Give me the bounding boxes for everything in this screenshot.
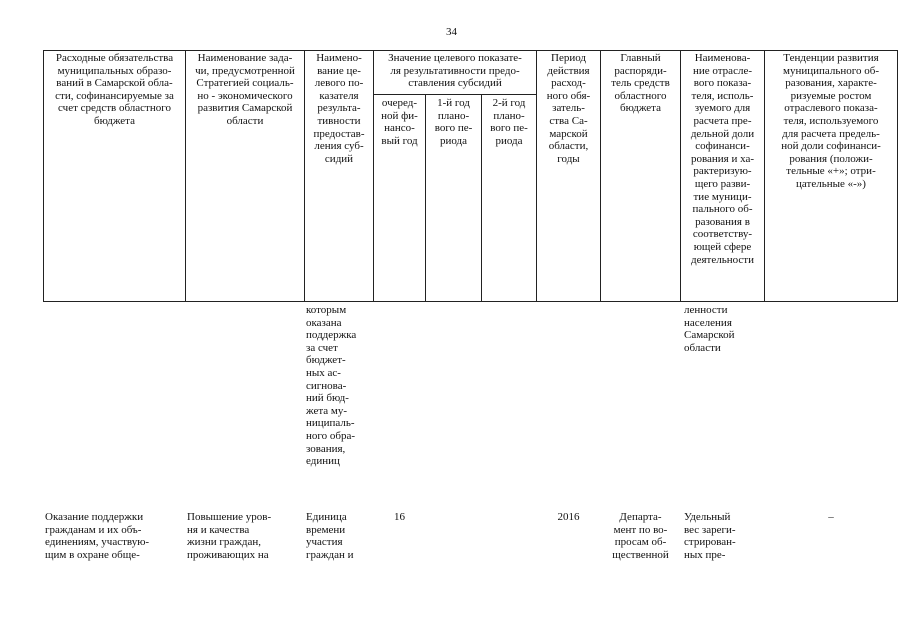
table-left-border [43, 50, 44, 302]
row-expenditure-obligation: Оказание поддержки гражданам и их объ- единениям, участвую- щим в охране обще- [45, 511, 150, 561]
continuation-sector-indicator-text: ленности населения Самарской области [684, 304, 735, 354]
row-trend-value: – [828, 511, 834, 523]
header-target-indicator-name: Наимено- вание це- левого по- казателя результа- тивности предостав- ления суб- сидий [313, 52, 365, 165]
header-target-indicator-values: Значение целевого показате- ля результативности предо- ставления субсидий [388, 52, 522, 90]
subheader-divider [373, 94, 536, 95]
header-main-budget-manager: Главный распоряди- тель средств областного бюджета [611, 52, 670, 115]
row-next-year-value: 16 [394, 511, 405, 523]
header-development-trends: Тенденции развития муниципального об- разования, характе- ризуемые ростом отраслевого показа- теля, используемого для расчета предель- ной доли софинанси- рования (положи- тельные «+»; отри- цательные «-») [781, 52, 881, 190]
header-task-name: Наименование зада- чи, предусмотренной Стратегией социаль- но - экономического развития Самарской области [195, 52, 295, 127]
table-top-border [43, 50, 898, 51]
subheader-second-planning-year: 2-й год плано- вого пе- риода [490, 97, 528, 147]
header-obligation-period: Период действия расход- ного обя- затель- ства Са- марской области, годы [546, 52, 591, 165]
row-obligation-period: 2016 [557, 511, 580, 523]
table-right-border [897, 50, 898, 302]
header-expenditure-obligations: Расходные обязательства муниципальных образо- ваний в Самарской обла- сти, софинансируемые за счет средств областного бюджета [55, 52, 174, 127]
row-indicator-name: Единица времени участия граждан и [306, 511, 354, 561]
subheader-first-planning-year: 1-й год плано- вого пе- риода [434, 97, 473, 147]
header-bottom-border [43, 301, 898, 302]
row-task-name: Повышение уров- ня и качества жизни граждан, проживающих на [187, 511, 272, 561]
header-sector-indicator-name: Наименова- ние отрасле- вого показа- теля, исполь- зуемого для расчета пре- дельной доли софинанси- рования и ха- рактеризую- щего разви- тие муници- пального об- разования в соответству- ющей сфере деятельности [690, 52, 755, 266]
row-budget-manager: Департа- мент по во- просам об- щественной [612, 511, 669, 561]
subheader-next-financial-year: очеред- ной фи- нансо- вый год [381, 97, 418, 147]
page-number: 34 [446, 26, 457, 38]
continuation-indicator-text: которым оказана поддержка за счет бюджет- ных ас- сигнова- ний бюд- жета му- ниципаль- ного обра- зования, единиц [306, 304, 357, 468]
row-sector-indicator: Удельный вес зареги- стрирован- ных пре- [684, 511, 736, 561]
